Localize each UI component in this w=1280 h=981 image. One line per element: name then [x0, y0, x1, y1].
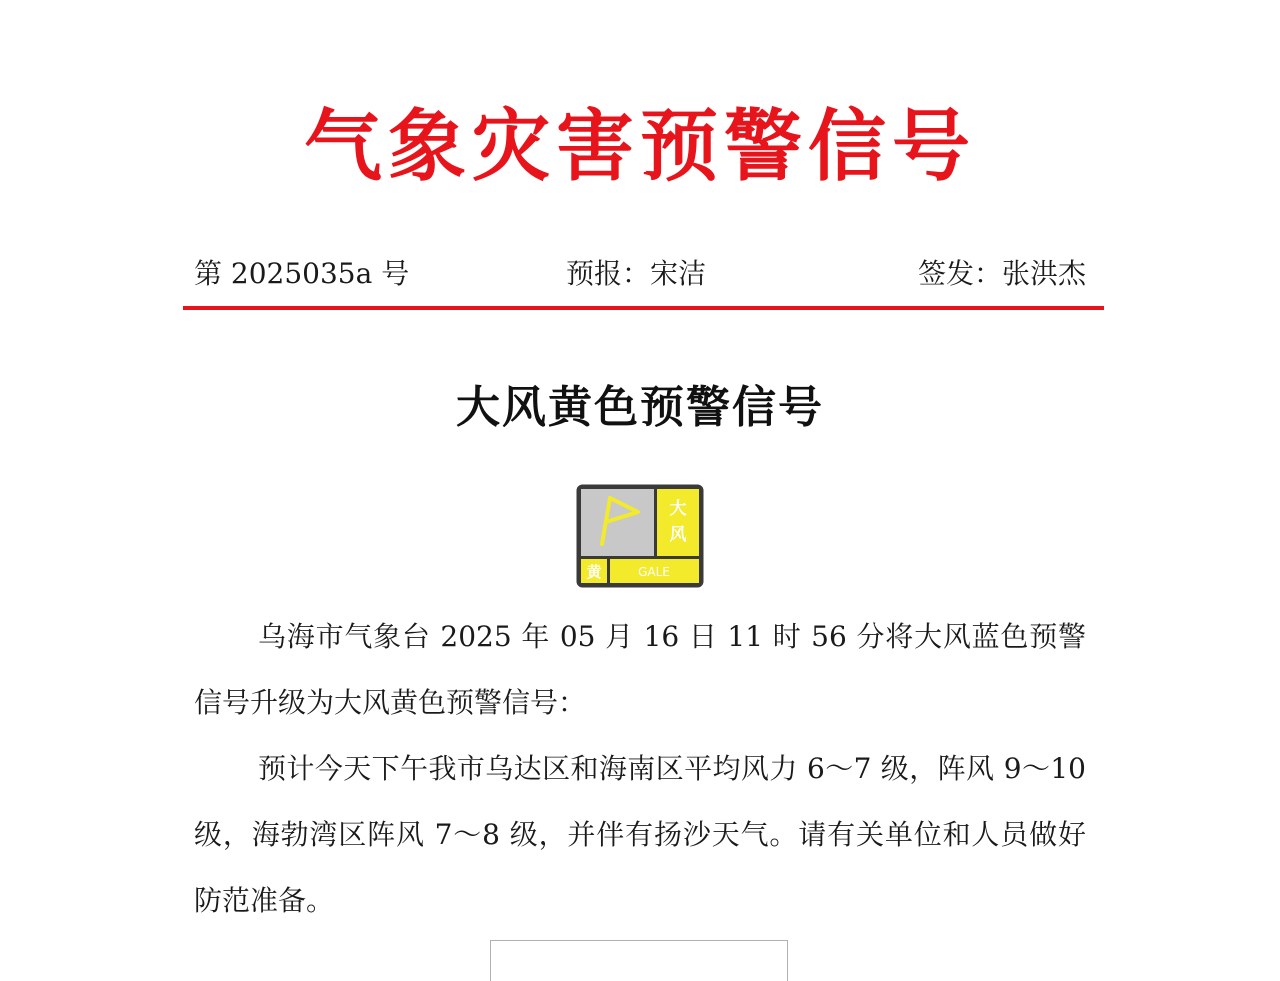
- paragraph-forecast-details: 预计今天下午我市乌达区和海南区平均风力 6～7 级，阵风 9～10 级，海勃湾区阵风 7～8 级，并伴有扬沙天气。请有关单位和人员做好防范准备。: [194, 752, 1086, 917]
- paragraph-upgrade-notice: 乌海市气象台 2025 年 05 月 16 日 11 时 56 分将大风蓝色预警信号升级为大风黄色预警信号：: [194, 620, 1086, 719]
- signal-english-label: GALE: [638, 565, 670, 579]
- masthead-title: 气象灾害预警信号: [303, 101, 976, 192]
- forecaster: 预报：宋洁: [566, 257, 707, 290]
- signal-char-bottom: 风: [669, 525, 687, 545]
- issue-number: 第 2025035a 号: [194, 257, 410, 290]
- red-divider: [183, 306, 1104, 310]
- gale-yellow-warning-icon: [576, 484, 704, 588]
- signed-by: 签发：张洪杰: [917, 257, 1086, 290]
- signal-char-top: 大: [669, 499, 687, 519]
- next-section-frame: [490, 940, 788, 981]
- document-heading: 大风黄色预警信号: [456, 382, 824, 433]
- signal-small-label: 黄: [586, 563, 602, 581]
- document-meta-row: [194, 252, 1086, 296]
